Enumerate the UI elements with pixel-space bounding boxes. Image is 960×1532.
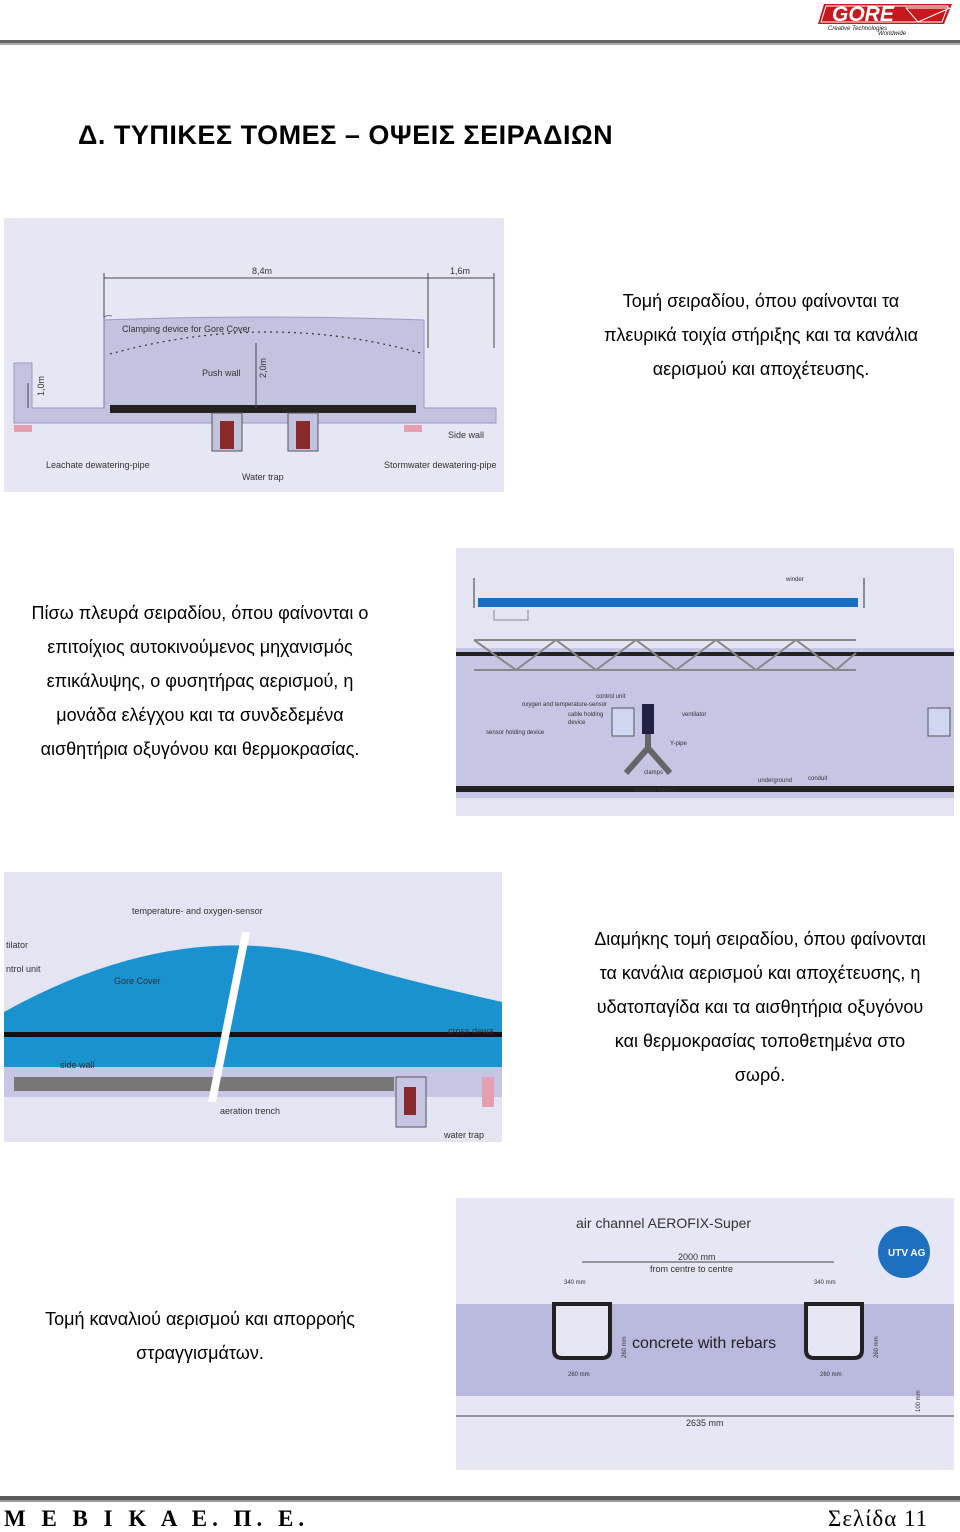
svg-text:underground: underground bbox=[758, 778, 793, 784]
label-leachate: Leachate dewatering-pipe bbox=[46, 460, 150, 470]
svg-text:clamps: clamps bbox=[644, 770, 664, 776]
footer-divider bbox=[0, 1496, 960, 1502]
svg-text:tilator: tilator bbox=[6, 940, 29, 950]
svg-text:cable holding: cable holding bbox=[568, 712, 604, 718]
svg-text:cross dewa: cross dewa bbox=[448, 1026, 494, 1036]
label-water-trap: Water trap bbox=[242, 472, 284, 482]
svg-text:100 mm: 100 mm bbox=[916, 1390, 922, 1412]
header-divider bbox=[0, 40, 960, 45]
svg-text:water trap: water trap bbox=[444, 1130, 485, 1140]
svg-text:sensor holding device: sensor holding device bbox=[486, 730, 545, 736]
caption-figure3: Διαμήκης τομή σειραδίου, όπου φαίνονται τα κανάλια αερισμού και αποχέτευσης, η υδατοπαγίδα και τα αισθητήρια οξυγόνου και θερμοκρασίας τοποθετημένα στο σωρό. bbox=[594, 929, 926, 1085]
svg-text:from centre to centre: from centre to centre bbox=[650, 1264, 734, 1274]
caption-figure1: Τομή σειραδίου, όπου φαίνονται τα πλευρικά τοιχία στήριξης και τα κανάλια αερισμού και αποχέτευσης. bbox=[603, 291, 919, 379]
svg-text:conduit: conduit bbox=[808, 776, 828, 782]
dim-main: 8,4m bbox=[252, 266, 273, 276]
svg-text:Y-pipe: Y-pipe bbox=[670, 741, 687, 747]
dim-h1: 1,0m bbox=[36, 375, 46, 396]
svg-text:side wall: side wall bbox=[60, 1060, 95, 1070]
svg-text:2635 mm: 2635 mm bbox=[686, 1418, 724, 1428]
svg-text:aeration trench: aeration trench bbox=[220, 1106, 281, 1116]
svg-text:Worldwide: Worldwide bbox=[878, 31, 907, 36]
svg-text:260 mm: 260 mm bbox=[874, 1336, 880, 1358]
concrete-label: concrete with rebars bbox=[632, 1335, 777, 1352]
svg-text:ventilator: ventilator bbox=[682, 712, 707, 718]
svg-text:260 mm: 260 mm bbox=[568, 1372, 590, 1378]
caption-figure4: Τομή καναλιού αερισμού και απορροής στραγγισμάτων. bbox=[45, 1309, 355, 1363]
svg-text:GORE: GORE bbox=[832, 3, 894, 26]
dim-side: 1,6m bbox=[450, 266, 471, 276]
footer-company: Μ Ε Β Ι Κ Α Ε. Π. Ε. bbox=[4, 1506, 310, 1531]
svg-text:aeration trench: aeration trench bbox=[634, 788, 675, 794]
page-heading: Δ. ΤΥΠΙΚΕΣ ΤΟΜΕΣ – ΟΨΕΙΣ ΣΕΙΡΑΔΙΩΝ bbox=[78, 120, 614, 150]
svg-text:device: device bbox=[568, 720, 586, 726]
dim-h2: 2,0m bbox=[258, 357, 268, 378]
gore-logo bbox=[818, 2, 956, 36]
caption-figure2: Πίσω πλευρά σειραδίου, όπου φαίνονται ο επιτοίχιος αυτοκινούμενος μηχανισμός επικάλυψης, ο φυσητήρας αερισμού, η μονάδα ελέγχου και τα συνδεδεμένα αισθητήρια οξυγόνου και θερμοκρασίας. bbox=[31, 603, 369, 759]
svg-text:oxygen and temperature-sensor: oxygen and temperature-sensor bbox=[522, 702, 608, 708]
label-stormwater: Stormwater dewatering-pipe bbox=[384, 460, 497, 470]
svg-text:2000 mm: 2000 mm bbox=[678, 1252, 716, 1262]
label-clamping: Clamping device for Gore Cover bbox=[122, 324, 251, 334]
svg-text:temperature- and oxygen-sensor: temperature- and oxygen-sensor bbox=[132, 906, 263, 916]
label-push-wall: Push wall bbox=[202, 368, 241, 378]
svg-text:ntrol unit: ntrol unit bbox=[6, 964, 41, 974]
utv-badge: UTV AG bbox=[888, 1248, 926, 1259]
svg-text:260 mm: 260 mm bbox=[622, 1336, 628, 1358]
svg-text:260 mm: 260 mm bbox=[820, 1372, 842, 1378]
air-channel-title: air channel AEROFIX-Super bbox=[576, 1215, 752, 1231]
svg-text:winder: winder bbox=[786, 577, 804, 583]
figure-longitudinal bbox=[4, 872, 502, 1142]
figure-air-channel bbox=[456, 1198, 954, 1470]
svg-text:Creative Technologies: Creative Technologies bbox=[828, 26, 888, 32]
footer-page-number: Σελίδα 11 bbox=[828, 1506, 929, 1531]
svg-text:control unit: control unit bbox=[596, 694, 626, 700]
label-side-wall: Side wall bbox=[448, 430, 485, 440]
figure-cross-section bbox=[4, 218, 504, 492]
figure-back-side bbox=[456, 548, 954, 816]
svg-text:Gore Cover: Gore Cover bbox=[114, 976, 161, 986]
svg-text:340 mm: 340 mm bbox=[814, 1280, 836, 1286]
svg-text:340 mm: 340 mm bbox=[564, 1280, 586, 1286]
